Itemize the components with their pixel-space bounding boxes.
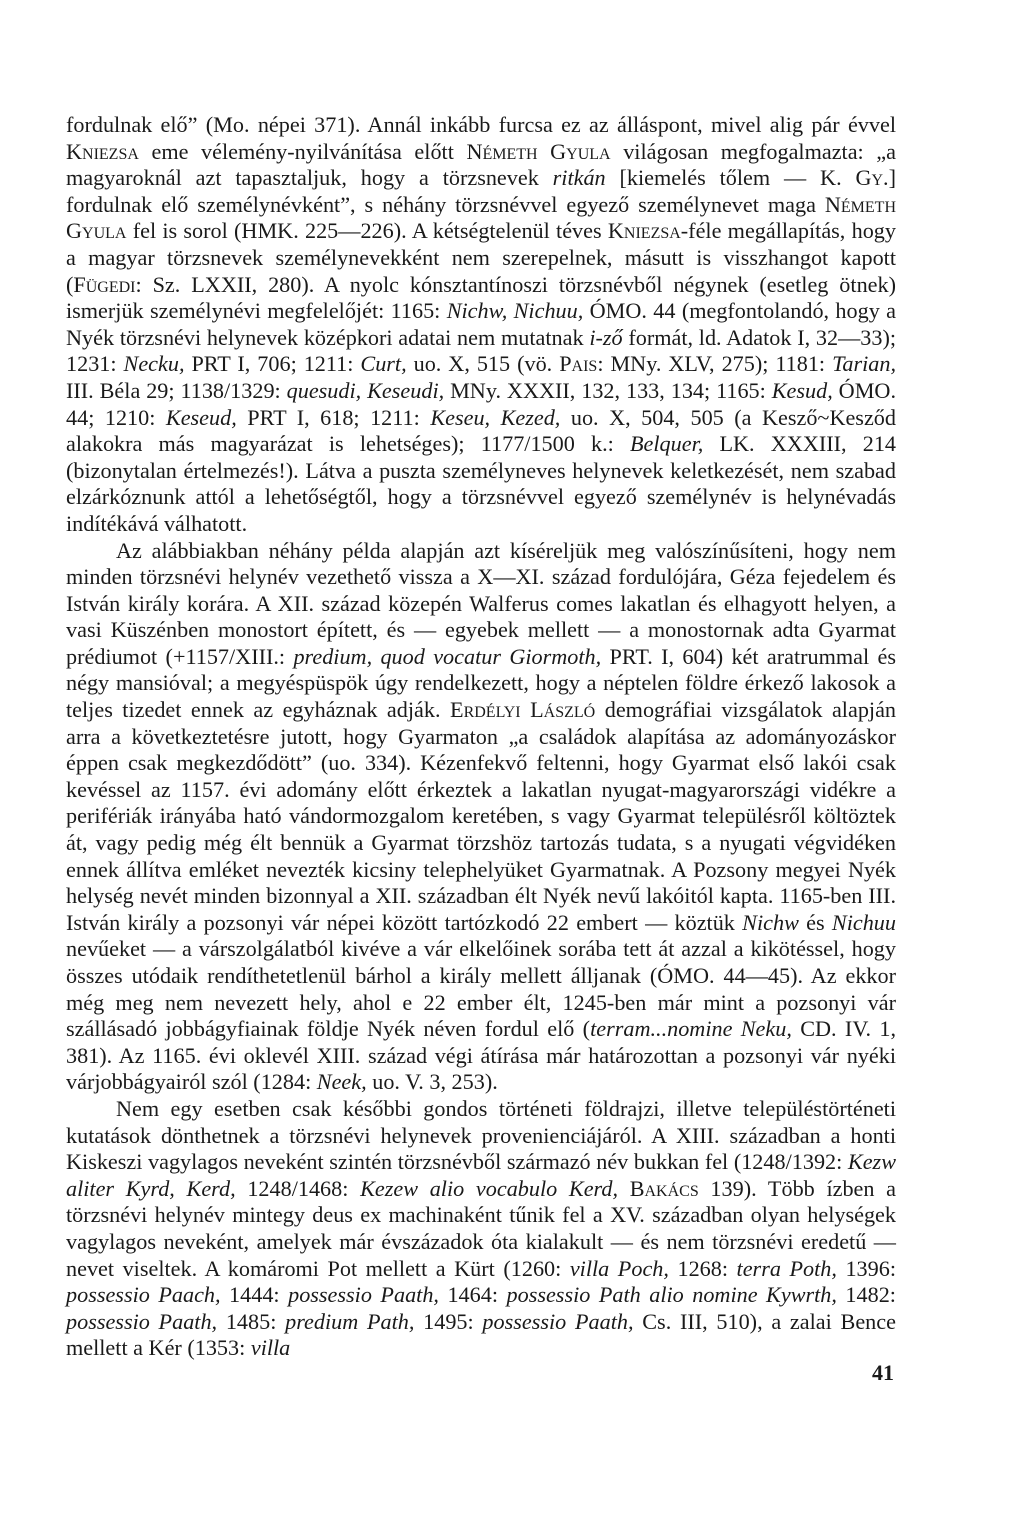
italic-run: Kezw aliter Kyrd, Kerd, (66, 1149, 896, 1201)
text-run: 139). Több ízben a törzsnévi helynév mintegy deus ex machinaként tűnik fel a XV. században olyan helységek vagylagos neveként, amelyek már évszázadok óta kialakult — és nem törzsnévi eredetű — nevet viseltek. A komáromi Pot mellett a Kürt (1260: (66, 1175, 897, 1281)
text-run: 1248/1468: (235, 1175, 361, 1201)
small-caps-run: Kniezsa (607, 218, 681, 244)
italic-run: Curt, (360, 351, 407, 377)
italic-run: Tarian, (832, 351, 896, 377)
text-run: demográfiai vizsgálatok alapján arra a következtetésre jutott, hogy Gyarmaton „a családok alapítása az adományozáskor éppen csak megkezdődött” (uo. 334). Kézenfekvő feltenni, hogy Gyarmat első lakói csak kevéssel az 1157. évi adomány előtt érkeztek a lakatlan nyugat-magyarországi vidékre a perifériák irányába ható vándormozgalom keretében, s vagy Gyarmat településről költöztek át, vagy pedig még élt bennük a Gyarmat törzshöz tartozás tudata, s a nyugati végvidéken ennek állítva emléket nevezték kicsiny telephelyüket Gyarmatnak. A Pozsony megyei Nyék helység nevét minden bizonnyal a XII. században élt Nyék nevű lakóitól kapta. 1165-ben III. István király a pozsonyi vár népei között tartózkodó 22 embert — köztük (66, 697, 897, 935)
text-run: 1268: (668, 1255, 737, 1281)
italic-run: Nichw, Nichuu, (446, 298, 584, 324)
text-run: MNy. XXXII, 132, 133, 134; 1165: (444, 377, 772, 403)
text-run: 1482: (836, 1282, 896, 1308)
italic-run: terra Poth, (736, 1255, 837, 1281)
text-run: : MNy. XLV, 275); 1181: (597, 351, 833, 377)
italic-run: predium Path, (285, 1308, 415, 1334)
italic-run: ritkán (552, 165, 606, 191)
text-run: uo. V. 3, 253). (366, 1069, 498, 1095)
text-run: világosan megfogalmazta: „a magyaroknál azt tapasztaljuk, hogy a törzsnevek (66, 138, 896, 191)
text-run: [kiemelés tőlem — (605, 165, 821, 191)
text-run: ] fordulnak elő személynévként”, s néhány törzsnévvel egyező személynevet maga (66, 165, 896, 217)
italic-run: Keseu, Kezed, (430, 404, 561, 430)
text-run: Cs. III, 510), a zalai Bence mellett a Kér (1353: (66, 1308, 896, 1361)
text-run: 1396: (836, 1255, 896, 1281)
italic-run: terram...nomine Neku, (590, 1016, 792, 1042)
text-run: fel is sorol (HMK. 225—226). A kétségtelenül téves (126, 218, 608, 244)
italic-run: predium, quod vocatur Giormoth, (293, 643, 602, 669)
paragraph (66, 538, 896, 1096)
text-run: 1495: (414, 1308, 483, 1334)
text-run: PRT I, 706; 1211: (184, 351, 361, 377)
text-run: ÓMO. 44 (megfontolandó, hogy a Nyék törzsnévi helynevek középkori adatai nem mutatnak (66, 298, 896, 350)
italic-run: Nichw (742, 909, 799, 935)
text-run (618, 1176, 630, 1201)
paragraph (66, 1096, 896, 1362)
text-run: Az alábbiakban néhány példa alapján azt kíséreljük meg valószínűsíteni, hogy nem minden törzsnévi helynév vezethető vissza a X—XI. század fordulójára, Géza fejedelem és István király korára. A XII. század közepén Walferus comes lakatlan és elhagyott helyen, a vasi Küszénben monostort épített, és — egyebek mellett — a monostornak adta Gyarmat prédiumot (+1157/XIII.: (66, 537, 896, 669)
italic-run: Neek, (316, 1069, 367, 1095)
small-caps-run: Fügedi (73, 271, 136, 297)
small-caps-run: Németh Gyula (66, 191, 896, 244)
text-run: és (798, 909, 832, 935)
italic-run: villa Poch, (569, 1255, 669, 1281)
italic-run: possessio Path alio nomine Kywrth, (506, 1282, 837, 1308)
text-run: formát, ld. Adatok I, 32—33); 1231: (66, 324, 897, 377)
text-run: LK. XXXIII, 214 (bizonytalan értelmezés!). Látva a puszta személyneves helynevek keletkezését, nem szabad elzárkóznunk attól a lehetőségtől, hogy a törzsnévvel egyező személynév is helynévadás indítékává válhatott. (66, 431, 897, 536)
text-run: 1485: (217, 1308, 286, 1334)
italic-run: Nichuu (831, 909, 896, 935)
italic-run: Necku, (123, 351, 185, 377)
small-caps-run: Németh Gyula (466, 138, 611, 164)
text-run: 1444: (220, 1282, 289, 1308)
text-run: PRT I, 618; 1211: (236, 404, 431, 430)
italic-run: villa (250, 1335, 291, 1361)
text-run: eme vélemény-nyilvánítása előtt (138, 138, 467, 164)
text-run: -féle megállapítás, hogy a magyar törzsnevek személynevekként nem szerepelnek, másutt is visszhangot kapott ( (66, 218, 896, 297)
text-run: fordulnak elő” (Mo. népei 371). Annál inkább furcsa ez az álláspont, mivel alig pár évvel (66, 112, 896, 137)
italic-run: Kezew alio vocabulo Kerd, (360, 1175, 619, 1201)
text-run: III. Béla 29; 1138/1329: (66, 377, 287, 403)
text-run: 1464: (438, 1282, 507, 1308)
small-caps-run: K. Gy. (820, 165, 889, 191)
text-run: CD. IV. 1, 381). Az 1165. évi oklevél XIII. század végi átírása már határozottan a pozsonyi vár nyéki várjobbágyairól szól (1284: (66, 1016, 897, 1095)
italic-run: possessio Paath, (66, 1308, 218, 1334)
small-caps-run: Kniezsa (66, 138, 139, 164)
italic-run: Keseud, (165, 404, 237, 430)
italic-run: Kesud, (771, 377, 833, 403)
italic-run: possessio Paath, (288, 1282, 439, 1308)
small-caps-run: Pais (559, 351, 598, 377)
text-run: uo. X, 515 (vö. (406, 351, 560, 377)
small-caps-run: Bakács (629, 1175, 699, 1201)
italic-run: possessio Paath, (482, 1308, 634, 1334)
small-caps-run: Erdélyi László (450, 697, 596, 723)
page-number: 41 (872, 1360, 894, 1385)
italic-run: possessio Paach, (66, 1282, 221, 1308)
body-text (66, 112, 896, 1362)
italic-run: i-ző (589, 324, 623, 350)
text-run: nevűeket — a várszolgálatból kivéve a vár elkelőinek sorába tett át azzal a kikötéssel, hogy összes utódaik rendíthetetlenül bárhol a király mellett álljanak (ÓMO. 44—45). Az ekkor még meg nem nevezett hely, ahol e 22 ember élt, 1245-ben már mint a pozsonyi vár szállásadó jobbágyfiainak földje Nyék néven fordul elő ( (66, 936, 896, 1042)
text-run: : Sz. LXXII, 280). A nyolc kónsztantínoszi törzsnévből négynek (esetleg ötnek) ismerjük személynévi megfelelőjét: 1165: (66, 271, 896, 324)
text-run: PRT. I, 604) két aratrummal és négy mansióval; a megyéspüspök úgy rendelkezett, hogy a néptelen földre érkező lakosok a teljes tizedet ennek az egyháznak adják. (66, 643, 897, 723)
text-run: Nem egy esetben csak későbbi gondos történeti földrajzi, illetve településtörténeti kutatások dönthetnek a törzsnévi helynevek provenienciájáról. A XIII. században a honti Kiskeszi vagylagos neveként szintén törzsnévből származó név bukkan fel (1248/1392: (66, 1095, 896, 1175)
paragraph (66, 112, 896, 538)
italic-run: Belquer, (629, 431, 704, 457)
text-run: uo. X, 504, 505 (a Kesző~Kesződ alakokra más magyarázat is lehetséges); 1177/1500 k.: (66, 404, 896, 457)
text-run: ÓMO. 44; 1210: (66, 377, 896, 430)
italic-run: quesudi, Keseudi, (286, 377, 445, 403)
